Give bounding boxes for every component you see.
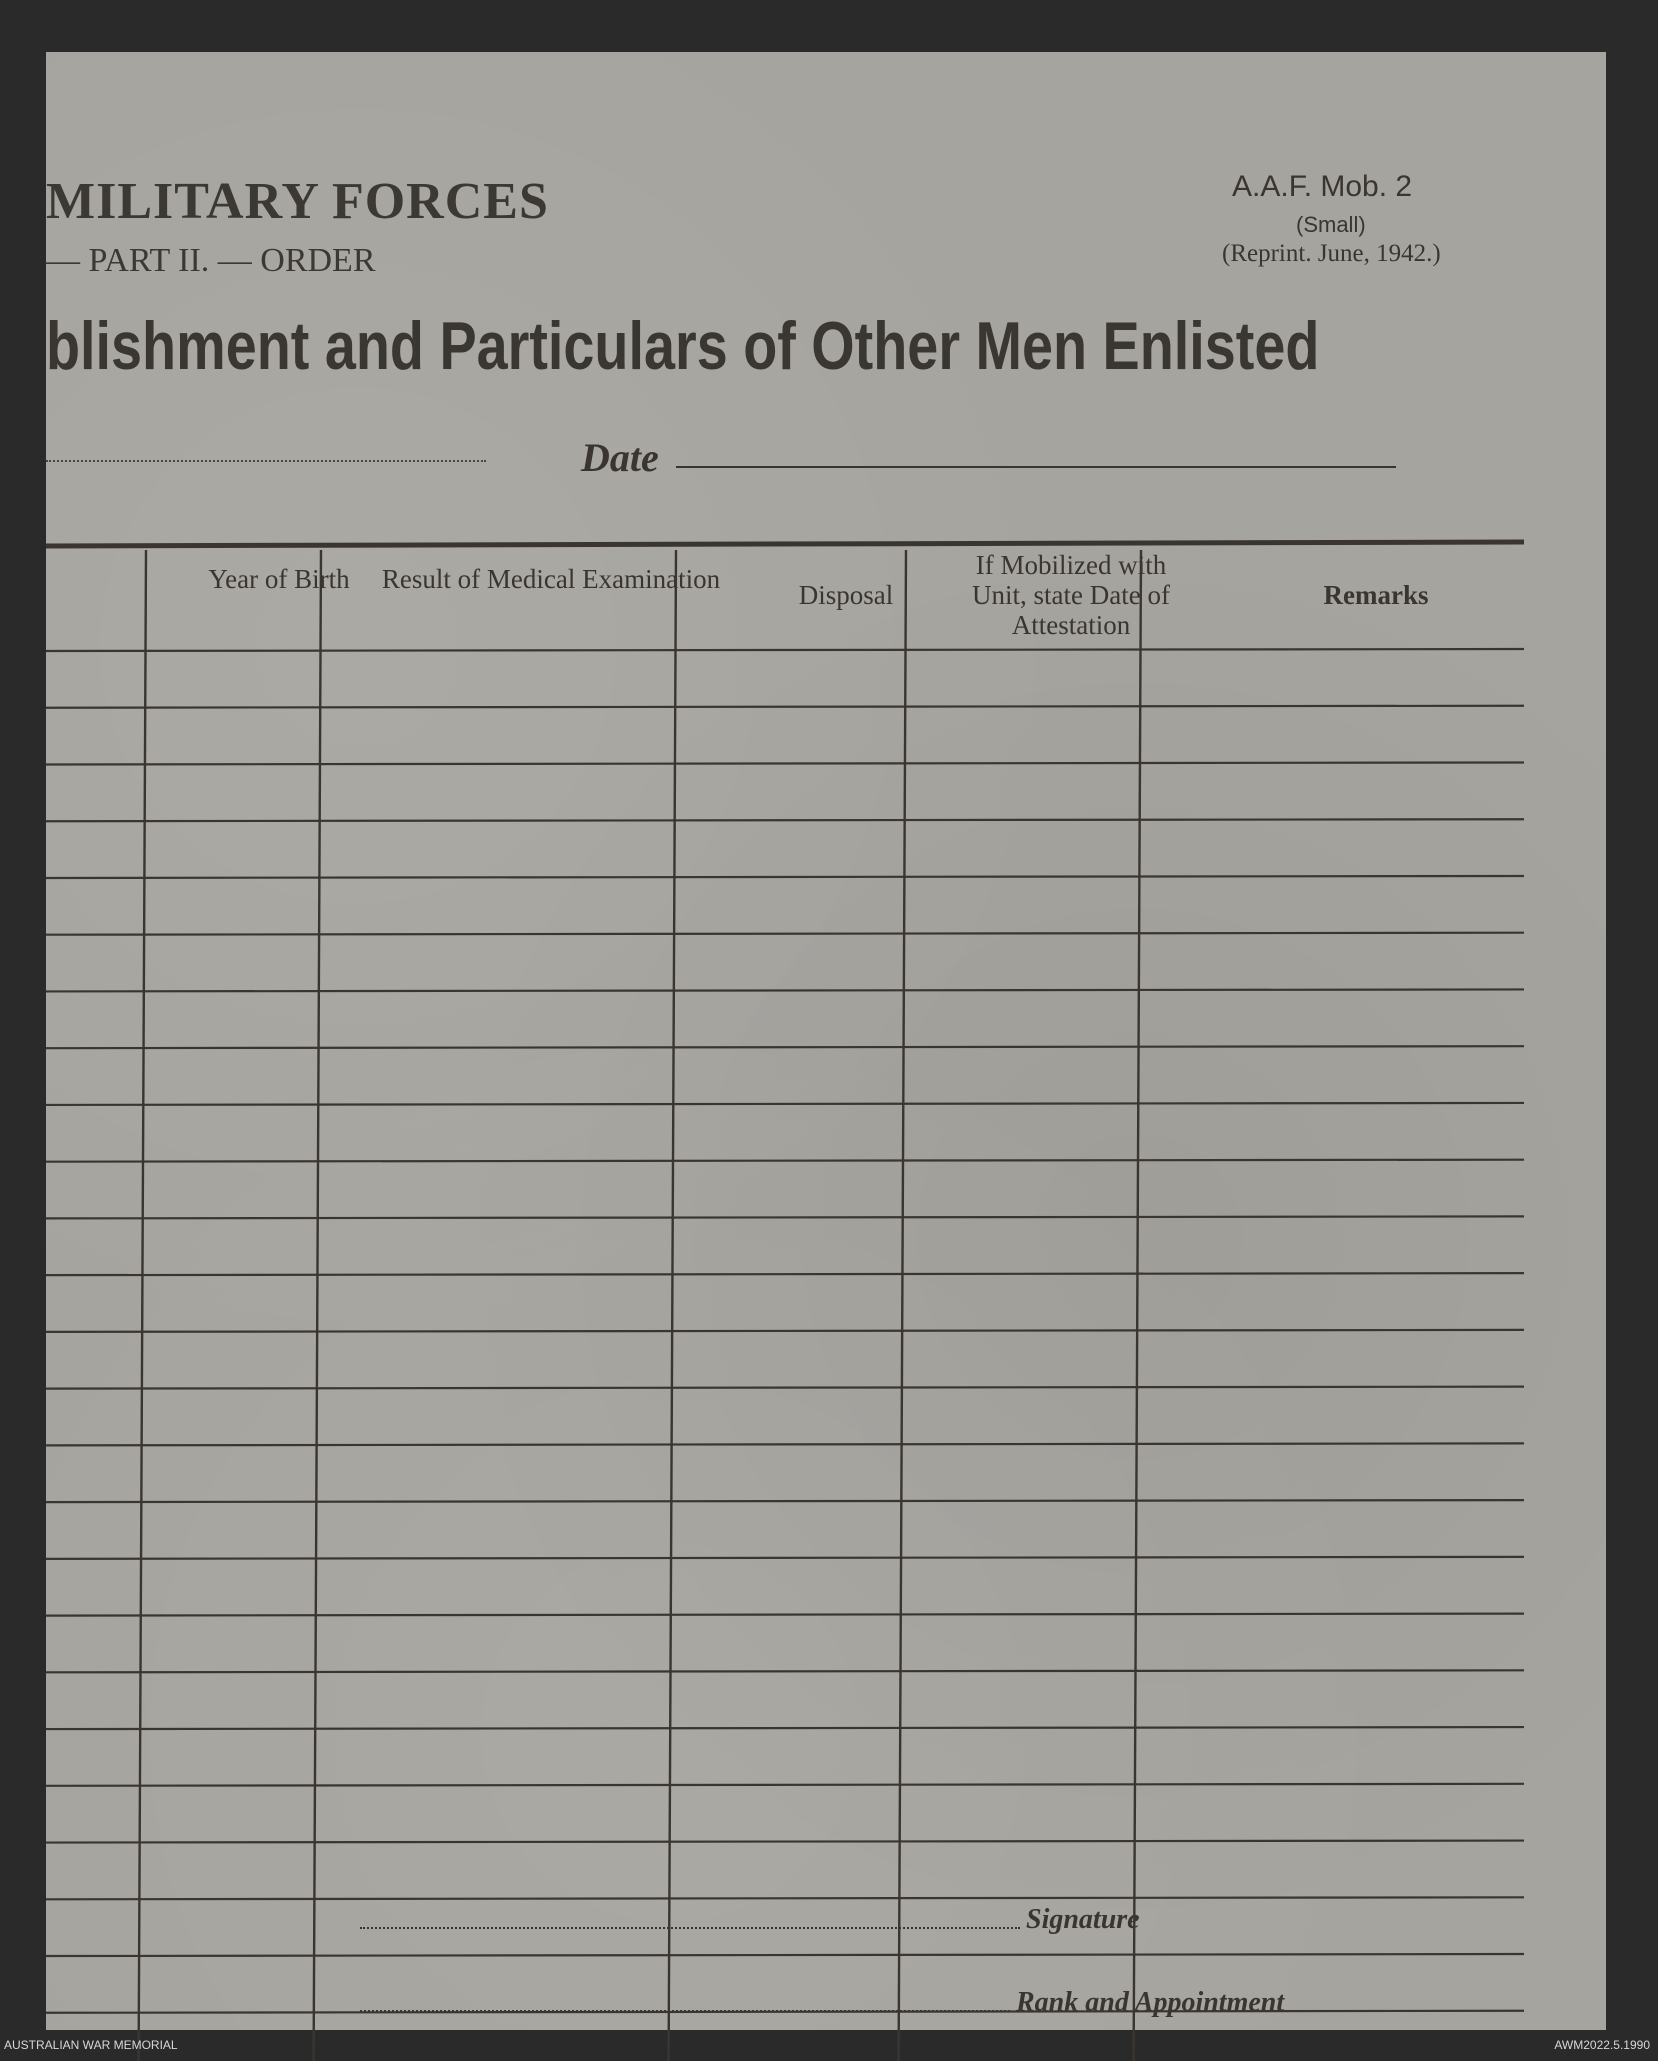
footer-left: AUSTRALIAN WAR MEMORIAL <box>4 2038 178 2052</box>
table-row-line <box>46 649 1524 651</box>
table-top-border <box>46 542 1524 546</box>
form-size: (Small) <box>1296 212 1366 237</box>
table-row-line <box>46 1954 1524 1956</box>
table-row-line <box>46 1216 1524 1218</box>
title-military-forces: MILITARY FORCES <box>46 173 549 230</box>
table-row-line <box>46 989 1524 991</box>
table-grid <box>46 492 1606 1892</box>
header-year-of-birth: Year of Birth <box>208 564 350 594</box>
table-row-line <box>46 1500 1524 1502</box>
table-column-line <box>138 550 146 2061</box>
table-row-line <box>46 1897 1524 1899</box>
table-row-line <box>46 1273 1524 1275</box>
table-row-line <box>46 1387 1524 1389</box>
table-row-line <box>46 1841 1524 1843</box>
table-row-line <box>46 1443 1524 1445</box>
rank-appointment-line[interactable] <box>360 2010 1010 2012</box>
footer-right: AWM2022.5.1990 <box>1554 2038 1650 2052</box>
form-reprint: (Reprint. June, 1942.) <box>1222 240 1441 267</box>
table-row-line <box>46 1103 1524 1105</box>
form-page <box>46 52 1606 2030</box>
table-row-line <box>46 933 1524 935</box>
table-column-line <box>313 550 321 2061</box>
header-remarks: Remarks <box>1323 580 1429 610</box>
table-row-line <box>46 1160 1524 1162</box>
table-row-line <box>46 1614 1524 1616</box>
table-row-line <box>46 876 1524 878</box>
title-main: blishment and Particulars of Other Men Enlisted <box>46 308 1320 384</box>
header-mobilized-date: If Mobilized with Unit, state Date of Attestation <box>972 550 1170 640</box>
unit-dotted-line <box>46 460 486 462</box>
table-row-line <box>46 762 1524 764</box>
date-field-line[interactable] <box>676 466 1396 468</box>
table-column-line <box>668 550 676 2061</box>
table-row-line <box>46 1784 1524 1786</box>
header-medical-result: Result of Medical Examination <box>381 564 721 594</box>
signature-label: Signature <box>1026 1904 1140 1935</box>
table-column-line <box>898 550 906 2061</box>
table-row-line <box>46 1330 1524 1332</box>
title-part-order: — PART II. — ORDER <box>46 242 376 279</box>
table-row-line <box>46 1046 1524 1048</box>
table-row-line <box>46 706 1524 708</box>
table-row-line <box>46 1670 1524 1672</box>
form-code: A.A.F. Mob. 2 <box>1232 170 1413 203</box>
table-column-line <box>1133 550 1141 2061</box>
rank-appointment-label: Rank and Appointment <box>1016 1987 1285 2018</box>
date-label: Date <box>581 435 659 480</box>
table-row-line <box>46 1727 1524 1729</box>
table-row-line <box>46 1557 1524 1559</box>
table-row-line <box>46 819 1524 821</box>
signature-line[interactable] <box>360 1927 1020 1929</box>
header-disposal: Disposal <box>798 580 894 610</box>
